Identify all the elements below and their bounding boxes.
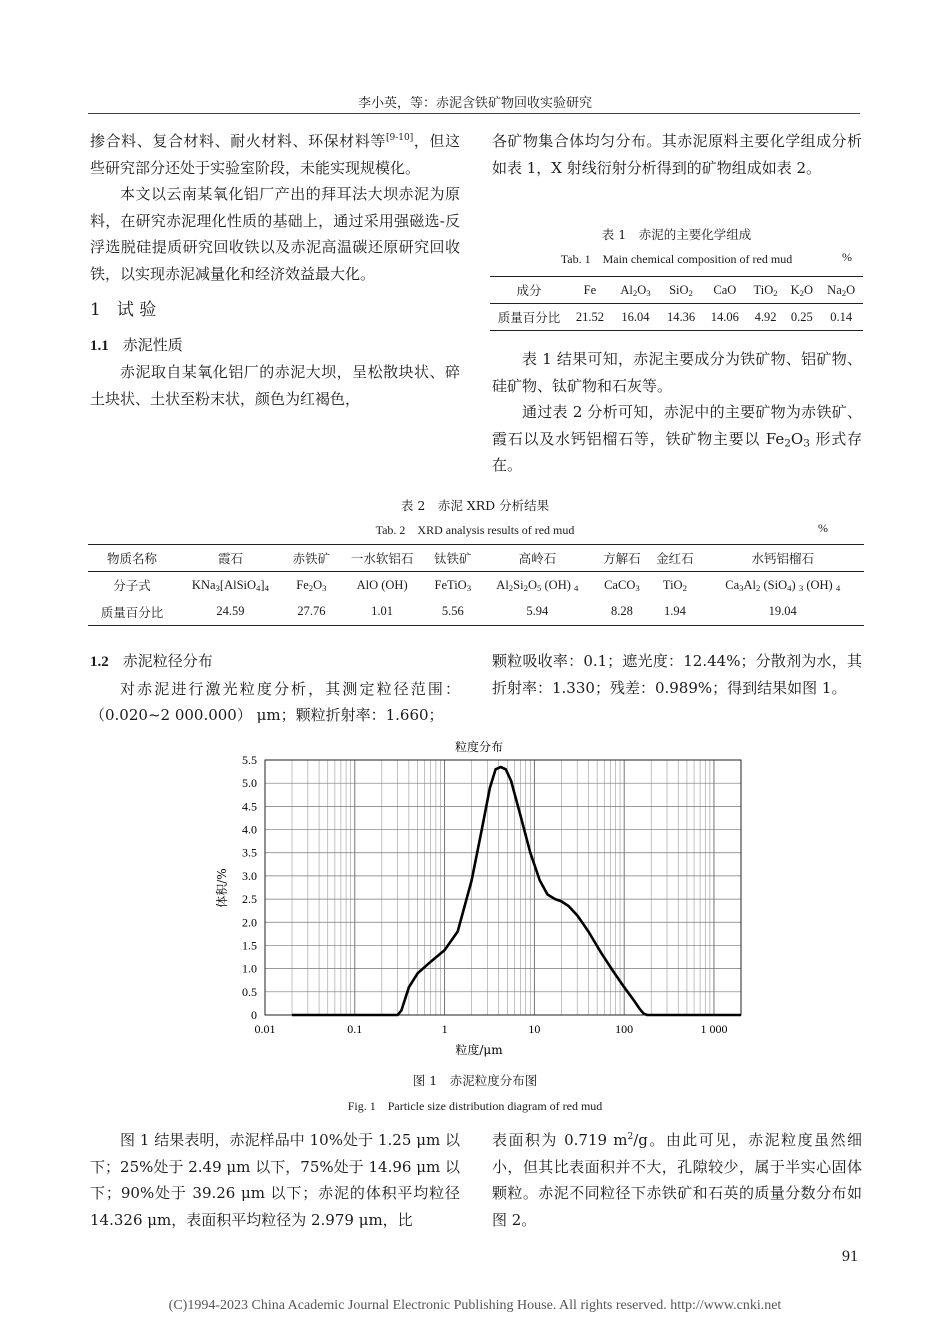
chart-title: 粒度分布 xyxy=(454,740,504,754)
y-tick-label: 2.0 xyxy=(242,915,257,930)
left-paragraph-1: 掺合料、复合材料、耐火材料、环保材料等[9-10]，但这些研究部分还处于实验室阶段，未能实现规模化。 xyxy=(90,132,460,177)
table1-caption-cn: 表 1 赤泥的主要化学组成 xyxy=(601,227,752,242)
table2-unit: % xyxy=(818,521,828,535)
table-cell: 27.76 xyxy=(297,604,326,619)
table2-row3-label: 质量百分比 xyxy=(100,604,164,620)
x-tick-label: 10 xyxy=(528,1022,541,1036)
table1-col-na2o: $Na_2O$ xyxy=(827,282,856,298)
header-rule xyxy=(88,113,860,114)
citation: [9-10] xyxy=(386,133,414,143)
table1-row-label: 质量百分比 xyxy=(497,310,561,325)
table-cell: 1.01 xyxy=(371,604,394,619)
table1-col-cao: CaO xyxy=(713,282,737,297)
table2-formula: $Ca_3Al_2$ (SiO$_4$) $_3$ (OH) $_4$ xyxy=(725,577,841,593)
page-number: 91 xyxy=(842,1248,858,1265)
section-1-1-heading: 1.1 赤泥性质 xyxy=(90,335,183,354)
right-column-top xyxy=(492,128,862,181)
table2-row2-label: 分子式 xyxy=(113,578,151,594)
y-tick-label: 0.5 xyxy=(242,984,257,999)
figure1-caption-en: Fig. 1 Particle size distribution diagram of red mud xyxy=(347,1099,603,1113)
table2-name: 赤铁矿 xyxy=(292,551,331,566)
figure-1-chart xyxy=(200,736,760,1066)
table-cell: 5.56 xyxy=(441,604,464,619)
table-cell: 1.94 xyxy=(664,604,686,619)
table-cell: 4.92 xyxy=(754,309,777,324)
table2-caption-en: Tab. 2 XRD analysis results of red mud xyxy=(375,523,575,537)
table2-formula: $KNa_3[AlSiO_4]_4$ xyxy=(191,577,269,593)
x-tick-label: 0.1 xyxy=(347,1022,363,1036)
table2-formula: AlO (OH) xyxy=(356,577,408,592)
table2-formula: FeTiO$_3$ xyxy=(434,577,472,593)
y-tick-label: 3.0 xyxy=(242,868,257,883)
x-tick-label: 1 000 xyxy=(700,1022,728,1036)
right-paragraph-1: 各矿物集合体均匀分布。其赤泥原料主要化学组成分析如表 1，X 射线衍射分析得到的矿物组成如表 2。 xyxy=(492,132,862,177)
bottom-right-column xyxy=(492,1127,862,1233)
x-tick-label: 100 xyxy=(615,1022,634,1036)
table2-name: 方解石 xyxy=(603,551,641,566)
table2-name: 钛铁矿 xyxy=(434,551,472,566)
table2-formula: $Al_2Si_2O_5$ (OH) $_4$ xyxy=(496,577,579,593)
copyright-footer: (C)1994-2023 China Academic Journal Electronic Publishing House. All rights reserved. http://www.cnki.net xyxy=(168,1298,782,1313)
y-axis-label: 体积/% xyxy=(215,868,229,908)
table2-caption-cn: 表 2 赤泥 XRD 分析结果 xyxy=(400,498,550,513)
table-cell: 24.59 xyxy=(216,604,245,619)
table2-row1-label: 物质名称 xyxy=(106,551,157,566)
table1-unit: % xyxy=(842,250,852,264)
bottom-left-column xyxy=(90,1127,460,1233)
table-cell: 5.94 xyxy=(526,604,549,619)
section-1-2-left xyxy=(90,648,460,729)
y-tick-label: 5.0 xyxy=(242,776,257,791)
right-column-bottom xyxy=(492,346,862,479)
table-2 xyxy=(88,544,864,626)
y-tick-label: 5.5 xyxy=(242,753,257,767)
table-cell: 14.06 xyxy=(710,309,739,324)
table1-col-fe: Fe xyxy=(583,282,597,297)
y-tick-label: 1.5 xyxy=(242,938,257,953)
running-header: 李小英，等：赤泥含铁矿物回收实验研究 xyxy=(357,96,592,111)
table-cell: 16.04 xyxy=(621,309,650,324)
y-tick-label: 1.0 xyxy=(242,961,257,976)
table-cell: 14.36 xyxy=(666,309,696,324)
left-column xyxy=(90,128,460,412)
bottom-right-paragraph: 表面积为 0.719 $m^2/g$。由此可见，赤泥粒度虽然细小，但其比表面积并不大，孔隙较少，属于半实心固体颗粒。赤泥不同粒径下赤铁矿和石英的质量分数分布如图 2。 xyxy=(492,1131,862,1229)
y-tick-label: 3.5 xyxy=(242,845,257,860)
x-tick-label: 1 xyxy=(441,1022,448,1036)
section-1-2-right xyxy=(492,648,862,701)
table1-header-label: 成分 xyxy=(516,283,542,298)
left-paragraph-2: 本文以云南某氧化铝厂产出的拜耳法大坝赤泥为原料，在研究赤泥理化性质的基础上，通过采用强磁选-反浮选脱硅提质研究回收铁以及赤泥高温碳还原研究回收铁，以实现赤泥减量化和经济效益最大化。 xyxy=(90,185,460,283)
right-paragraph-3: 通过表 2 分析可知，赤泥中的主要矿物为赤铁矿、霞石以及水钙铝榴石等，铁矿物主要以 $Fe_2O_3$ 形式存在。 xyxy=(492,403,862,474)
section-1-2-paragraph-cont: 颗粒吸收率：0.1；遮光度：12.44%；分散剂为水，其折射率：1.330；残差：0.989%；得到结果如图 1。 xyxy=(492,652,862,697)
table2-formula: $Fe_2O_3$ xyxy=(296,577,327,593)
figure1-caption-cn: 图 1 赤泥粒度分布图 xyxy=(412,1073,538,1088)
right-paragraph-2: 表 1 结果可知，赤泥主要成分为铁矿物、铝矿物、硅矿物、钛矿物和石灰等。 xyxy=(492,350,862,395)
x-axis-label: 粒度/μm xyxy=(455,1043,503,1057)
y-tick-label: 0 xyxy=(251,1008,257,1022)
table1-col-al2o3: $Al_2O_3$ xyxy=(620,282,651,298)
y-tick-label: 4.5 xyxy=(242,799,257,814)
table2-name: 水钙铝榴石 xyxy=(751,551,814,566)
bottom-left-paragraph: 图 1 结果表明，赤泥样品中 10%处于 1.25 μm 以下；25%处于 2.49 μm 以下，75%处于 14.96 μm 以下；90%处于 39.26 μm 以下；赤泥的体积平均粒径 14.326 μm，表面积平均粒径为 2.979 μm，比 xyxy=(90,1131,460,1229)
table-cell: 8.28 xyxy=(610,604,633,619)
table2-name: 高岭石 xyxy=(518,551,557,566)
section-1-2-heading: 1.2 赤泥粒径分布 xyxy=(90,652,213,670)
y-tick-label: 4.0 xyxy=(242,822,257,837)
table1-caption-en: Tab. 1 Main chemical composition of red mud xyxy=(560,252,793,266)
table-cell: 21.52 xyxy=(575,309,604,324)
table1-col-k2o: $K_2O$ xyxy=(790,282,814,298)
table2-formula: TiO$_2$ xyxy=(662,577,687,593)
table2-formula: CaCO$_3$ xyxy=(604,577,640,593)
table2-name: 一水软铝石 xyxy=(350,551,414,566)
table-cell: 0.25 xyxy=(790,309,813,324)
section-1-2-paragraph: 对赤泥进行激光粒度分析，其测定粒径范围：（0.020~2 000.000） μm；颗粒折射率：1.660； xyxy=(90,679,460,724)
table2-name: 金红石 xyxy=(656,551,694,566)
table2-name: 霞石 xyxy=(217,551,243,566)
series-line xyxy=(292,767,741,1015)
table1-col-tio2: TiO$_2$ xyxy=(753,282,778,298)
x-tick-label: 0.01 xyxy=(254,1022,276,1036)
plot-frame xyxy=(265,760,741,1015)
table1-col-sio2: SiO$_2$ xyxy=(669,282,693,298)
left-paragraph-3: 赤泥取自某氧化铝厂的赤泥大坝，呈松散块状、碎土块状、土状至粉末状，颜色为红褐色， xyxy=(90,363,460,408)
table-cell: 19.04 xyxy=(768,604,797,619)
table-1 xyxy=(490,276,863,331)
table-cell: 0.14 xyxy=(830,309,853,324)
section-1-heading: 1 试 验 xyxy=(90,300,157,320)
y-tick-label: 2.5 xyxy=(242,892,257,907)
